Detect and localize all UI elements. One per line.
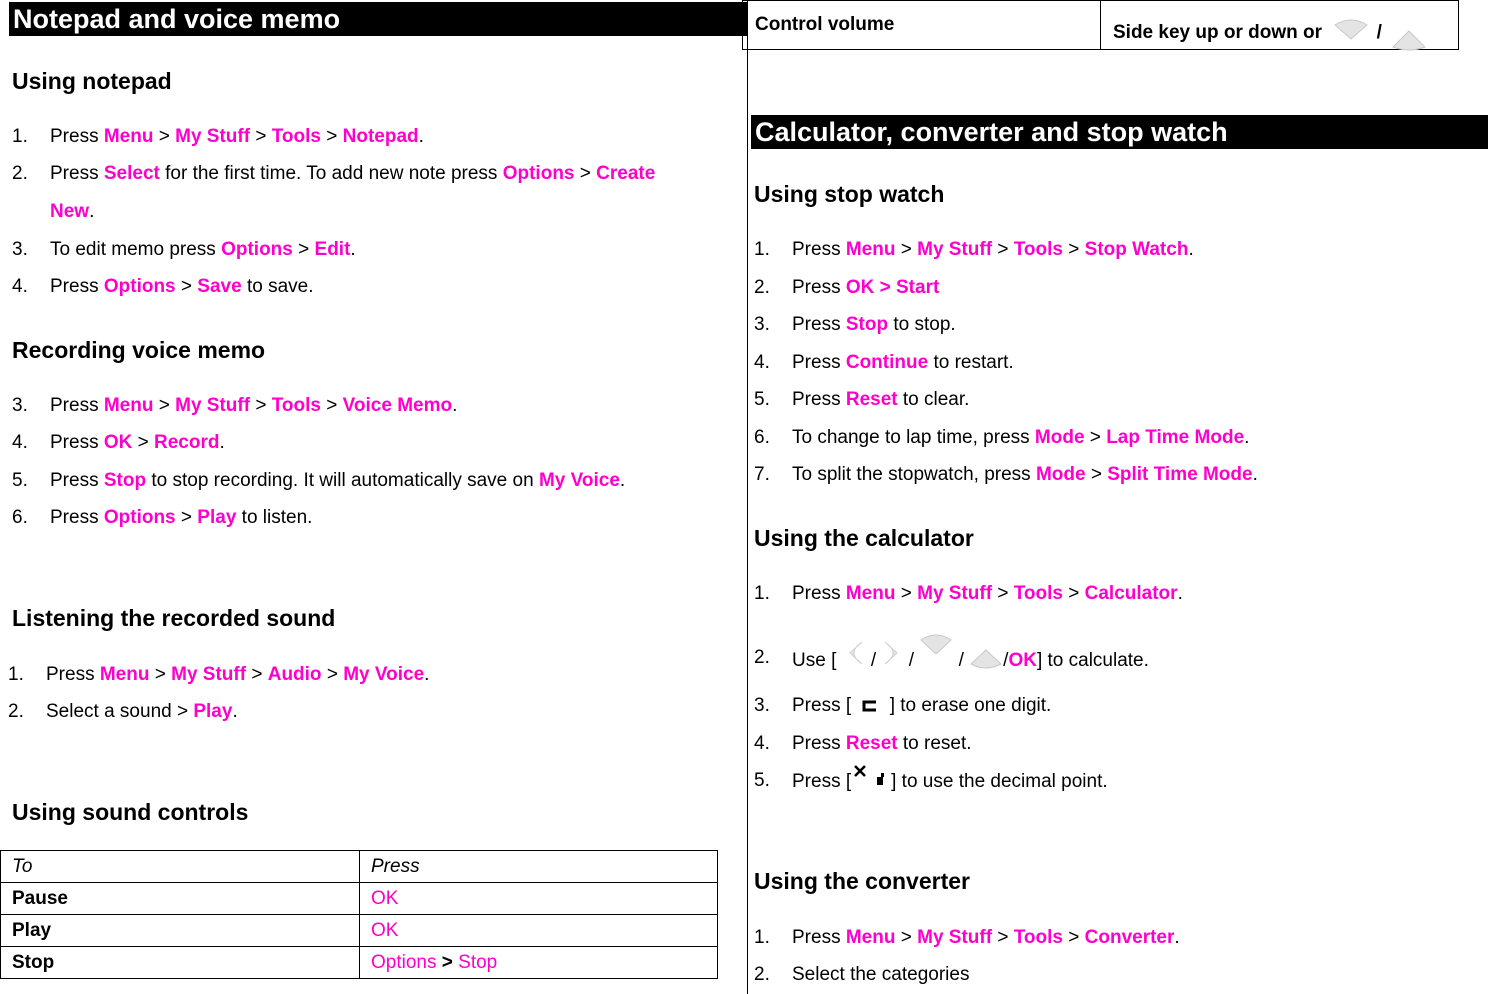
step-text: [792, 769, 1108, 795]
nav-left-key-icon: [842, 638, 866, 668]
volume-value-text: Side key up or down or: [1113, 22, 1323, 43]
step-text-fragment: .: [89, 201, 95, 222]
step-text-fragment: .: [232, 701, 238, 722]
menu-path-term: Edit: [314, 239, 351, 260]
menu-path-term: Stop: [103, 470, 147, 491]
menu-path-term: Save: [197, 276, 242, 297]
section-banner-notepad: Notepad and voice memo: [9, 2, 747, 36]
step-text: [792, 926, 1180, 950]
step-number: 5.: [754, 389, 770, 410]
ok-key-label: OK: [1008, 650, 1037, 672]
menu-path-term: Calculator: [1084, 583, 1178, 604]
step-number: 2.: [754, 964, 770, 985]
step-text-fragment: for the first time. To add new note press: [159, 163, 503, 184]
table-cell-to: Pause: [1, 883, 360, 915]
step-text-fragment: to stop recording. It will automatically save on: [146, 470, 539, 491]
section-banner-calculator: Calculator, converter and stop watch: [751, 115, 1488, 149]
menu-path-term: Mode: [1035, 464, 1086, 485]
step-number: 3.: [12, 395, 28, 416]
menu-path-term: Lap Time Mode: [1106, 427, 1245, 448]
step-text-post: ] to use the decimal point.: [891, 771, 1108, 793]
step-text-fragment: Press: [792, 239, 846, 260]
step-text: [792, 238, 1194, 262]
menu-path-term: Reset: [845, 389, 898, 410]
menu-path-term: Reset: [845, 733, 898, 754]
step-text: [792, 694, 1051, 718]
step-text-fragment: >: [992, 583, 1014, 604]
step-text: [50, 275, 314, 299]
step-text-fragment: Press: [50, 470, 104, 491]
step-text-fragment: >: [292, 239, 315, 260]
menu-path-term: My Stuff: [917, 927, 993, 948]
step-number: 6.: [754, 427, 770, 448]
menu-path-term: Play: [193, 701, 233, 722]
step-text-fragment: .: [1188, 239, 1194, 260]
heading-recording-voice-memo: Recording voice memo: [12, 337, 266, 363]
step-number: 7.: [754, 464, 770, 485]
nav-down-key-icon: [1389, 16, 1429, 42]
press-options: Options: [371, 951, 437, 973]
step-text-fragment: .: [418, 126, 424, 147]
step-text-fragment: to clear.: [897, 389, 970, 410]
step-number: 3.: [12, 239, 28, 260]
menu-path-term: Converter: [1084, 927, 1175, 948]
heading-using-notepad: Using notepad: [12, 68, 172, 94]
step-text-fragment: to restart.: [928, 352, 1014, 373]
step-text: [792, 313, 956, 337]
step-number: 6.: [12, 507, 28, 528]
step-text-fragment: Press: [792, 733, 846, 754]
step-text-pre: Press [: [792, 771, 852, 793]
step-text-fragment: >: [320, 395, 343, 416]
menu-path-term: Record: [154, 432, 220, 453]
step-text-fragment: >: [321, 664, 344, 685]
step-number: 4.: [754, 352, 770, 373]
menu-path-term: My Stuff: [175, 126, 251, 147]
menu-path-term: Create: [596, 163, 656, 184]
step-text-post: ] to erase one digit.: [889, 695, 1052, 716]
step-number: 1.: [754, 239, 770, 260]
step-text-fragment: Press: [792, 583, 846, 604]
step-text-fragment: to stop.: [888, 314, 956, 335]
step-text-post: ] to calculate.: [1036, 650, 1149, 672]
step-text-fragment: >: [1062, 927, 1085, 948]
step-text: [792, 388, 969, 412]
step-text-fragment: >: [153, 126, 176, 147]
step-number: 4.: [754, 733, 770, 754]
step-number: 5.: [12, 470, 28, 491]
menu-path-term: Options: [221, 239, 293, 260]
step-text: [50, 125, 424, 149]
step-number: 5.: [754, 770, 770, 791]
step-text: [50, 238, 356, 262]
step-text-fragment: Press: [46, 664, 100, 685]
menu-path-term: My Stuff: [917, 239, 993, 260]
heading-listening-recorded-sound: Listening the recorded sound: [12, 605, 336, 631]
step-text: [792, 963, 969, 987]
menu-path-term: Options: [502, 163, 575, 184]
step-sep-2: /: [908, 650, 915, 672]
menu-path-term: Menu: [103, 126, 154, 147]
menu-path-term: Split Time Mode: [1107, 464, 1253, 485]
step-text-fragment: .: [619, 470, 626, 491]
table-header-to: To: [1, 851, 360, 883]
step-text-fragment: >: [1062, 583, 1085, 604]
step-text-fragment: Press: [50, 395, 104, 416]
step-text-fragment: .: [452, 395, 458, 416]
step-text-fragment: >: [250, 395, 272, 416]
column-divider: [747, 0, 748, 994]
step-text-fragment: >: [992, 239, 1014, 260]
volume-value: [1101, 1, 1458, 49]
table-cell-press: OK: [360, 915, 718, 947]
step-text-fragment: >: [175, 276, 198, 297]
step-text-fragment: >: [895, 583, 918, 604]
step-number: 3.: [754, 695, 770, 716]
nav-up-key-icon: [919, 632, 953, 662]
menu-path-term: My Stuff: [175, 395, 251, 416]
step-text: [792, 426, 1249, 450]
menu-path-term: Audio: [267, 664, 322, 685]
step-text-fragment: >: [1062, 239, 1085, 260]
step-text-fragment: Select a sound >: [46, 701, 194, 722]
table-cell-press: [360, 947, 718, 979]
menu-path-term: Tools: [1013, 239, 1063, 260]
step-text-fragment: Press: [50, 126, 104, 147]
step-text: [792, 351, 1014, 375]
volume-separator: /: [1376, 22, 1382, 43]
table-cell-to: Play: [1, 915, 360, 947]
menu-path-term: Menu: [845, 927, 896, 948]
table-row: [1, 947, 718, 979]
step-number: 2.: [8, 701, 24, 722]
step-sep-4: /: [1003, 650, 1009, 672]
menu-path-term: Continue: [845, 352, 929, 373]
step-text-fragment: Press: [50, 276, 104, 297]
step-text-fragment: Press: [792, 277, 846, 298]
step-text-fragment: To change to lap time, press: [792, 427, 1035, 448]
step-text-fragment: Press: [50, 163, 104, 184]
step-text-fragment: Press: [792, 927, 846, 948]
table-header-press: Press: [360, 851, 718, 883]
step-text-fragment: .: [350, 239, 356, 260]
menu-path-term: Mode: [1034, 427, 1085, 448]
step-number: 1.: [8, 664, 24, 685]
nav-right-key-icon: [881, 638, 903, 668]
step-text-fragment: >: [1084, 427, 1107, 448]
press-stop: Stop: [458, 951, 498, 973]
step-number: 4.: [12, 276, 28, 297]
step-text: [792, 276, 939, 300]
nav-down-key-icon: [969, 644, 1003, 674]
step-text-pre: Press [: [792, 695, 852, 716]
step-text-fragment: to reset.: [897, 733, 972, 754]
step-sep-1: /: [870, 650, 877, 672]
step-text-fragment: .: [1244, 427, 1250, 448]
step-text-fragment: .: [1177, 583, 1183, 604]
step-text-fragment: >: [175, 507, 198, 528]
step-text: [46, 700, 238, 724]
menu-path-term: Menu: [99, 664, 150, 685]
step-text-fragment: >: [1085, 464, 1108, 485]
menu-path-term: Stop: [845, 314, 889, 335]
volume-control-row: [742, 0, 1459, 50]
step-text-fragment: Press: [792, 352, 846, 373]
step-text: [792, 732, 972, 756]
heading-using-calculator: Using the calculator: [754, 525, 974, 551]
menu-path-term: Notepad: [342, 126, 419, 147]
step-text-fragment: >: [153, 395, 176, 416]
step-number: 1.: [754, 927, 770, 948]
menu-path-term: New: [50, 201, 90, 222]
table-cell-press: OK: [360, 883, 718, 915]
menu-path-term: OK > Start: [845, 277, 940, 298]
heading-using-converter: Using the converter: [754, 868, 970, 894]
menu-path-term: Select: [103, 163, 160, 184]
step-text-fragment: .: [424, 664, 430, 685]
step-number: 2.: [754, 277, 770, 298]
step-text-fragment: .: [1252, 464, 1258, 485]
step-text-fragment: >: [895, 927, 918, 948]
step-text-fragment: To edit memo press: [50, 239, 222, 260]
menu-path-term: My Stuff: [917, 583, 993, 604]
step-text-fragment: >: [320, 126, 343, 147]
sound-controls-table: [0, 850, 718, 979]
step-text: [50, 506, 312, 530]
step-text: [792, 646, 1149, 676]
step-number: 4.: [12, 432, 28, 453]
step-text-fragment: To split the stopwatch, press: [792, 464, 1036, 485]
step-text-fragment: >: [246, 664, 268, 685]
table-row: [1, 915, 718, 947]
step-text-fragment: >: [992, 927, 1014, 948]
menu-path-term: Menu: [103, 395, 154, 416]
step-sep-3: /: [958, 650, 964, 672]
star-key-icon: [851, 763, 891, 789]
heading-using-sound-controls: Using sound controls: [12, 799, 249, 825]
step-text: [50, 200, 94, 224]
menu-path-term: Tools: [1013, 583, 1063, 604]
nav-up-key-icon: [1331, 6, 1371, 32]
menu-path-term: Menu: [845, 583, 896, 604]
menu-path-term: Options: [103, 276, 176, 297]
menu-path-term: Play: [197, 507, 237, 528]
menu-path-term: My Stuff: [171, 664, 247, 685]
step-text: [50, 162, 655, 186]
menu-path-term: Tools: [271, 395, 321, 416]
step-text-fragment: >: [895, 239, 918, 260]
step-text-fragment: Press: [50, 432, 104, 453]
step-text: [792, 582, 1183, 606]
step-number: 3.: [754, 314, 770, 335]
menu-path-term: OK: [103, 432, 133, 453]
menu-path-term: Stop Watch: [1084, 239, 1189, 260]
step-text: [46, 663, 429, 687]
step-text-fragment: Press: [50, 507, 104, 528]
step-number: 1.: [12, 126, 28, 147]
step-text-fragment: >: [250, 126, 272, 147]
step-text: [50, 394, 457, 418]
menu-path-term: Options: [103, 507, 176, 528]
step-number: 2.: [12, 163, 28, 184]
step-number: 1.: [754, 583, 770, 604]
menu-path-term: Tools: [271, 126, 321, 147]
step-text: [50, 431, 225, 455]
heading-using-stop-watch: Using stop watch: [754, 181, 945, 207]
step-text-fragment: Select the categories: [792, 964, 970, 985]
press-separator: >: [436, 951, 459, 973]
step-text-fragment: .: [219, 432, 225, 453]
table-row: [1, 883, 718, 915]
step-text-fragment: Press: [792, 314, 846, 335]
clear-key-icon: [856, 696, 884, 716]
step-text-fragment: >: [149, 664, 172, 685]
step-text-fragment: >: [574, 163, 597, 184]
menu-path-term: My Voice: [343, 664, 425, 685]
step-text-fragment: Press: [792, 389, 846, 410]
step-text-fragment: to listen.: [236, 507, 313, 528]
menu-path-term: My Voice: [538, 470, 620, 491]
menu-path-term: Menu: [845, 239, 896, 260]
step-text-pre: Use [: [792, 650, 837, 672]
menu-path-term: Voice Memo: [342, 395, 453, 416]
step-text: [50, 469, 625, 493]
step-text-fragment: .: [1174, 927, 1180, 948]
table-header-row: [1, 851, 718, 883]
menu-path-term: Tools: [1013, 927, 1063, 948]
step-text-fragment: >: [132, 432, 155, 453]
step-text: [792, 463, 1258, 487]
step-number: 2.: [754, 647, 770, 668]
volume-label: Control volume: [743, 1, 1101, 49]
step-text-fragment: to save.: [241, 276, 314, 297]
table-cell-to: Stop: [1, 947, 360, 979]
